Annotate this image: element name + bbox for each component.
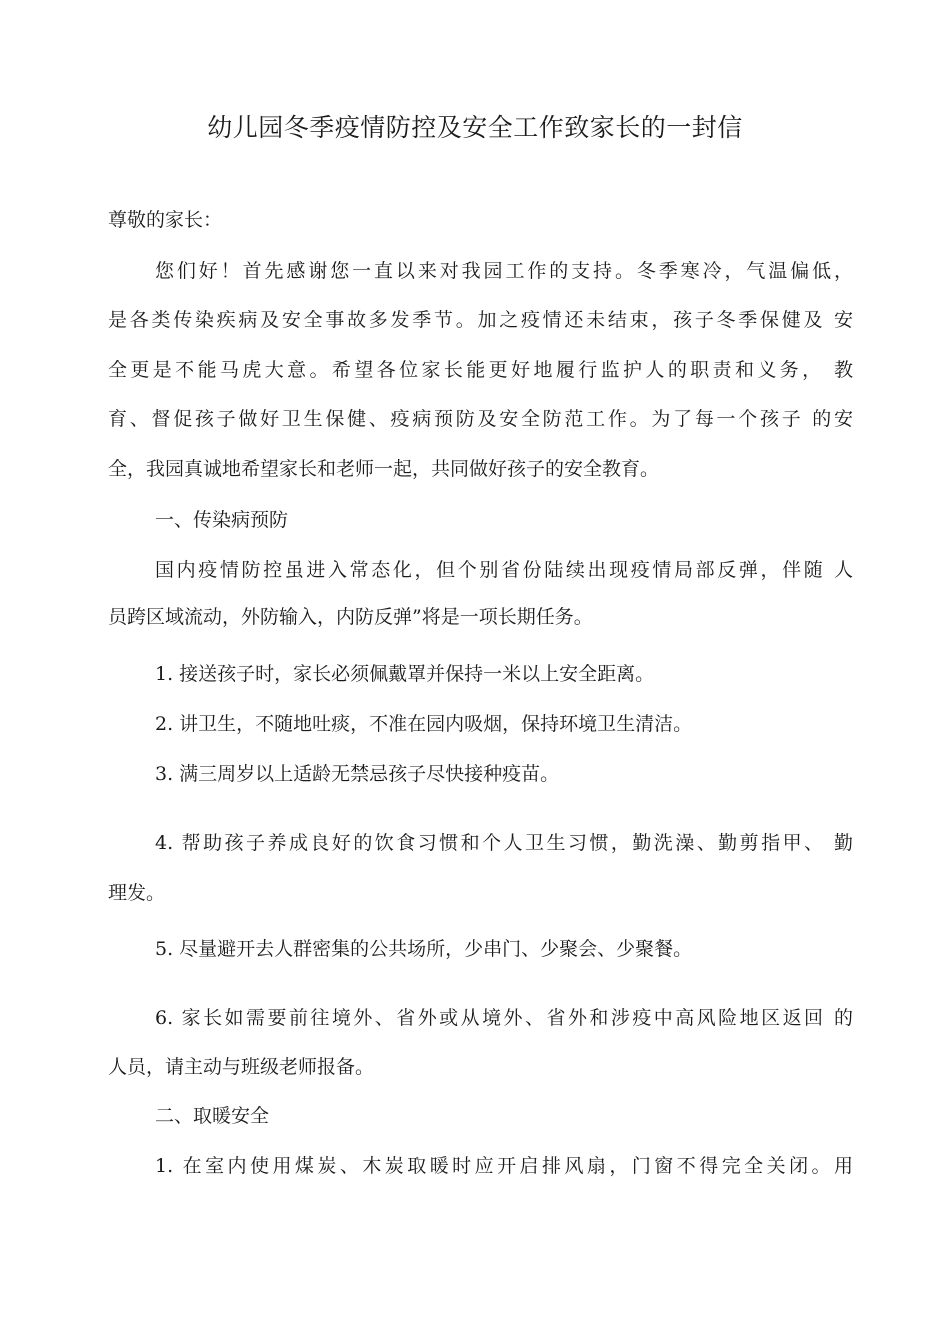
intro-line: 育、督促孩子做好卫生保健、疫病预防及安全防范工作。为了每一个孩子 的安 [108,408,853,430]
intro-line: 全，我园真诚地希望家长和老师一起，共同做好孩子的安全教育。 [108,458,660,480]
list-item: 1. 在室内使用煤炭、木炭取暖时应开启排风扇，门窗不得完全关闭。用 [155,1155,853,1177]
list-item: 3. 满三周岁以上适龄无禁忌孩子尽快接种疫苗。 [155,763,560,785]
list-item-continuation: 理发。 [108,882,166,904]
salutation: 尊敬的家长： [108,209,223,231]
list-item: 6. 家长如需要前往境外、省外或从境外、省外和涉疫中高风险地区返回 的 [155,1007,853,1029]
document-title: 幼儿园冬季疫情防控及安全工作致家长的一封信 [207,113,743,142]
section-heading: 一、传染病预防 [155,509,289,531]
list-item: 4. 帮助孩子养成良好的饮食习惯和个人卫生习惯，勤洗澡、勤剪指甲、 勤 [155,832,853,854]
intro-line: 全更是不能马虎大意。希望各位家长能更好地履行监护人的职责和义务， 教 [108,359,853,381]
section-intro-line: 国内疫情防控虽进入常态化，但个别省份陆续出现疫情局部反弹，伴随 人 [155,559,853,581]
section-intro-line: 员跨区域流动，外防输入，内防反弹”将是一项长期任务。 [108,606,593,628]
intro-line: 您们好！首先感谢您一直以来对我园工作的支持。冬季寒冷，气温偏低， [155,260,853,282]
section-heading: 二、取暖安全 [155,1105,270,1127]
intro-line: 是各类传染疾病及安全事故多发季节。加之疫情还未结束，孩子冬季保健及 安 [108,309,853,331]
list-item-continuation: 人员，请主动与班级老师报备。 [108,1056,375,1078]
list-item: 5. 尽量避开去人群密集的公共场所，少串门、少聚会、少聚餐。 [155,938,693,960]
list-item: 2. 讲卫生，不随地吐痰，不准在园内吸烟，保持环境卫生清洁。 [155,713,693,735]
list-item: 1. 接送孩子时，家长必须佩戴罩并保持一米以上安全距离。 [155,663,655,685]
